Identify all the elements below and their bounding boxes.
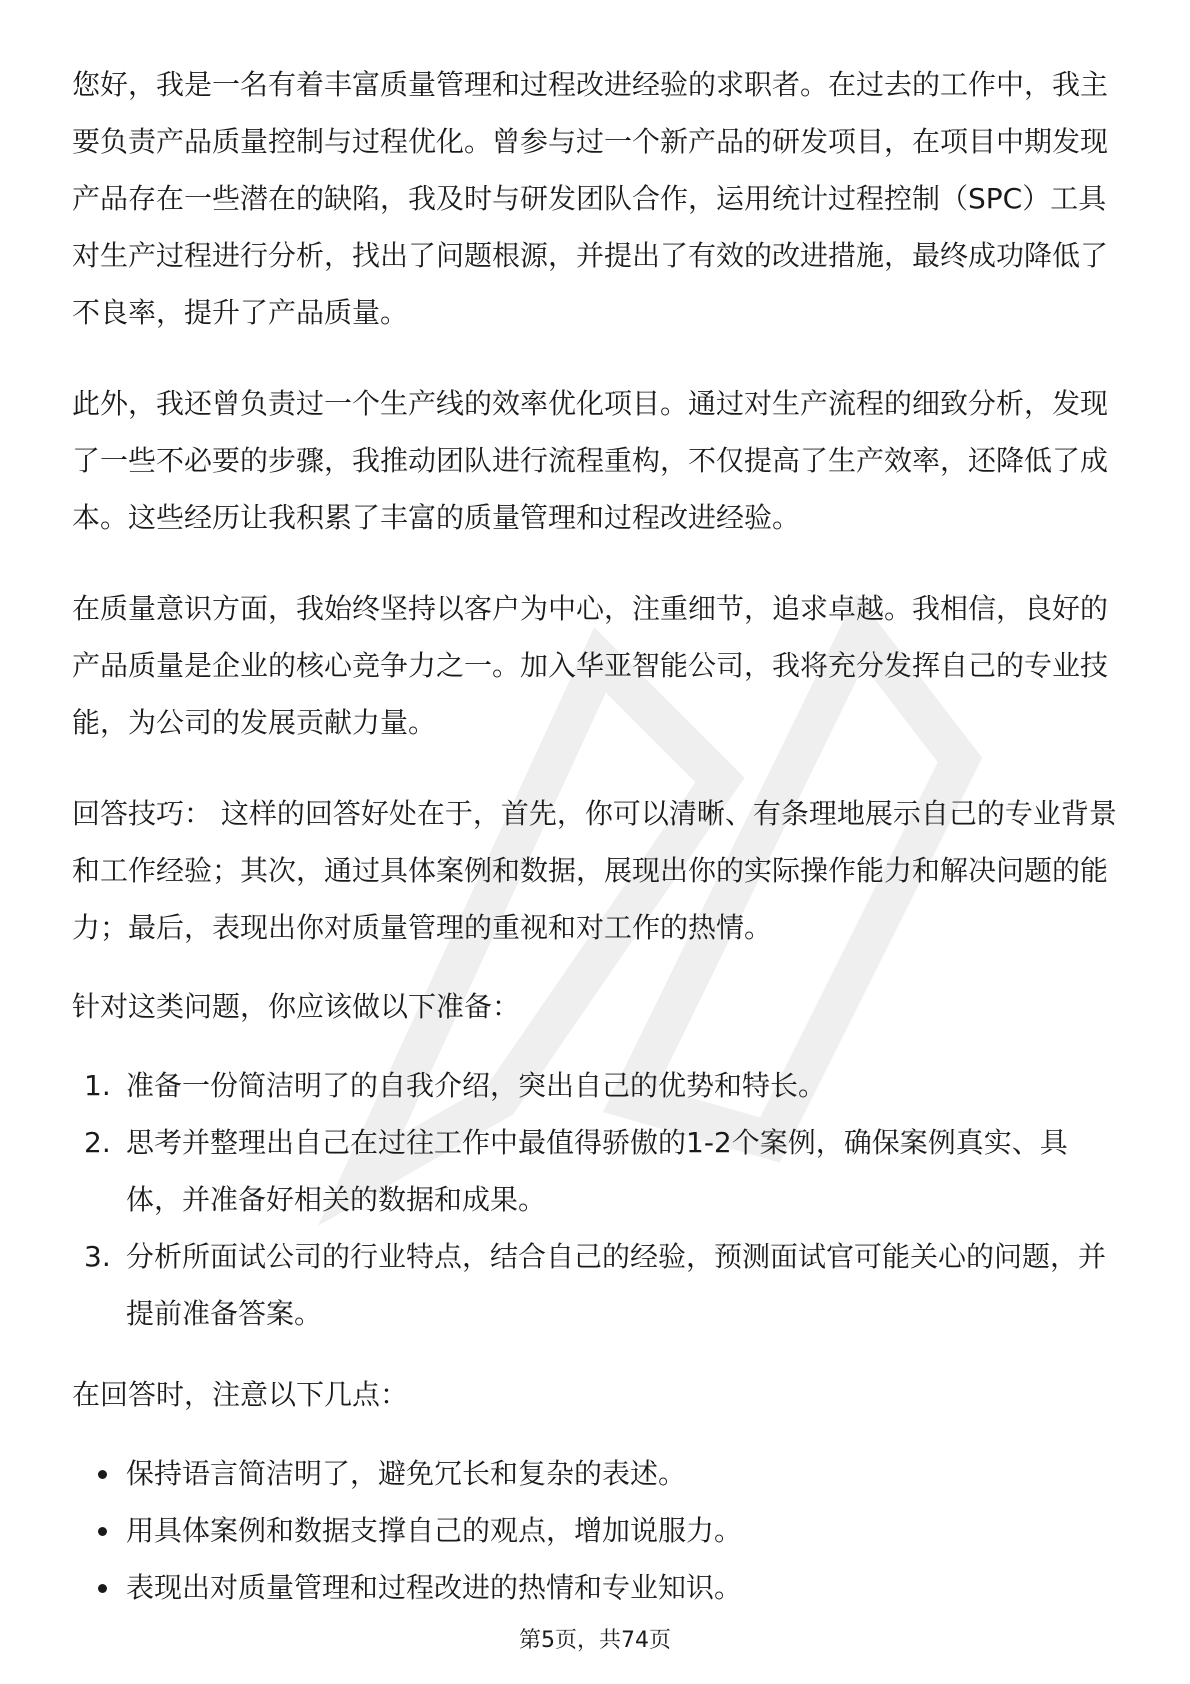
notes-list — [72, 1445, 1120, 1616]
list-item — [72, 1559, 1120, 1616]
list-number: 2. — [84, 1126, 111, 1159]
list-item-text: 表现出对质量管理和过程改进的热情和专业知识。 — [126, 1571, 743, 1604]
preparation-list — [72, 1057, 1120, 1342]
intro-paragraph: 您好，我是一名有着丰富质量管理和过程改进经验的求职者。在过去的工作中，我主要负责产品质量控制与过程优化。曾参与过一个新产品的研发项目，在项目中期发现产品存在一些潜在的缺陷，我及时与研发团队合作，运用统计过程控制（SPC）工具对生产过程进行分析，找出了问题根源，并提出了有效的改进措施，最终成功降低了不良率，提升了产品质量。 — [72, 68, 1109, 329]
list-item-text: 思考并整理出自己在过往工作中最值得骄傲的1-2个案例，确保案例真实、具体，并准备好相关的数据和成果。 — [126, 1126, 1068, 1216]
preparation-heading: 针对这类问题，你应该做以下准备： — [72, 990, 521, 1023]
document-page — [72, 56, 1120, 1616]
efficiency-paragraph: 此外，我还曾负责过一个生产线的效率优化项目。通过对生产流程的细致分析，发现了一些不必要的步骤，我推动团队进行流程重构，不仅提高了生产效率，还降低了成本。这些经历让我积累了丰富的质量管理和过程改进经验。 — [72, 387, 1109, 534]
answer-tips-paragraph: 回答技巧： 这样的回答好处在于，首先，你可以清晰、有条理地展示自己的专业背景和工作经验；其次，通过具体案例和数据，展现出你的实际操作能力和解决问题的能力；最后，表现出你对质量管理的重视和对工作的热情。 — [72, 797, 1117, 944]
list-item-text: 分析所面试公司的行业特点，结合自己的经验，预测面试官可能关心的问题，并提前准备答案。 — [126, 1240, 1107, 1330]
list-item-text: 用具体案例和数据支撑自己的观点，增加说服力。 — [126, 1514, 743, 1547]
list-item — [72, 1228, 1120, 1342]
list-item-text: 准备一份简洁明了的自我介绍，突出自己的优势和特长。 — [126, 1069, 827, 1102]
page-number-footer: 第5页，共74页 — [519, 1628, 671, 1653]
list-item — [72, 1502, 1120, 1559]
bullet-icon — [98, 1470, 107, 1479]
list-item-text: 保持语言简洁明了，避免冗长和复杂的表述。 — [126, 1457, 687, 1490]
bullet-icon — [98, 1527, 107, 1536]
notes-heading: 在回答时，注意以下几点： — [72, 1378, 409, 1411]
list-item — [72, 1057, 1120, 1114]
list-item — [72, 1445, 1120, 1502]
list-number: 1. — [84, 1069, 111, 1102]
bullet-icon — [98, 1584, 107, 1593]
list-item — [72, 1114, 1120, 1228]
quality-awareness-paragraph: 在质量意识方面，我始终坚持以客户为中心，注重细节，追求卓越。我相信，良好的产品质量是企业的核心竞争力之一。加入华亚智能公司，我将充分发挥自己的专业技能，为公司的发展贡献力量。 — [72, 592, 1109, 739]
list-number: 3. — [84, 1240, 111, 1273]
